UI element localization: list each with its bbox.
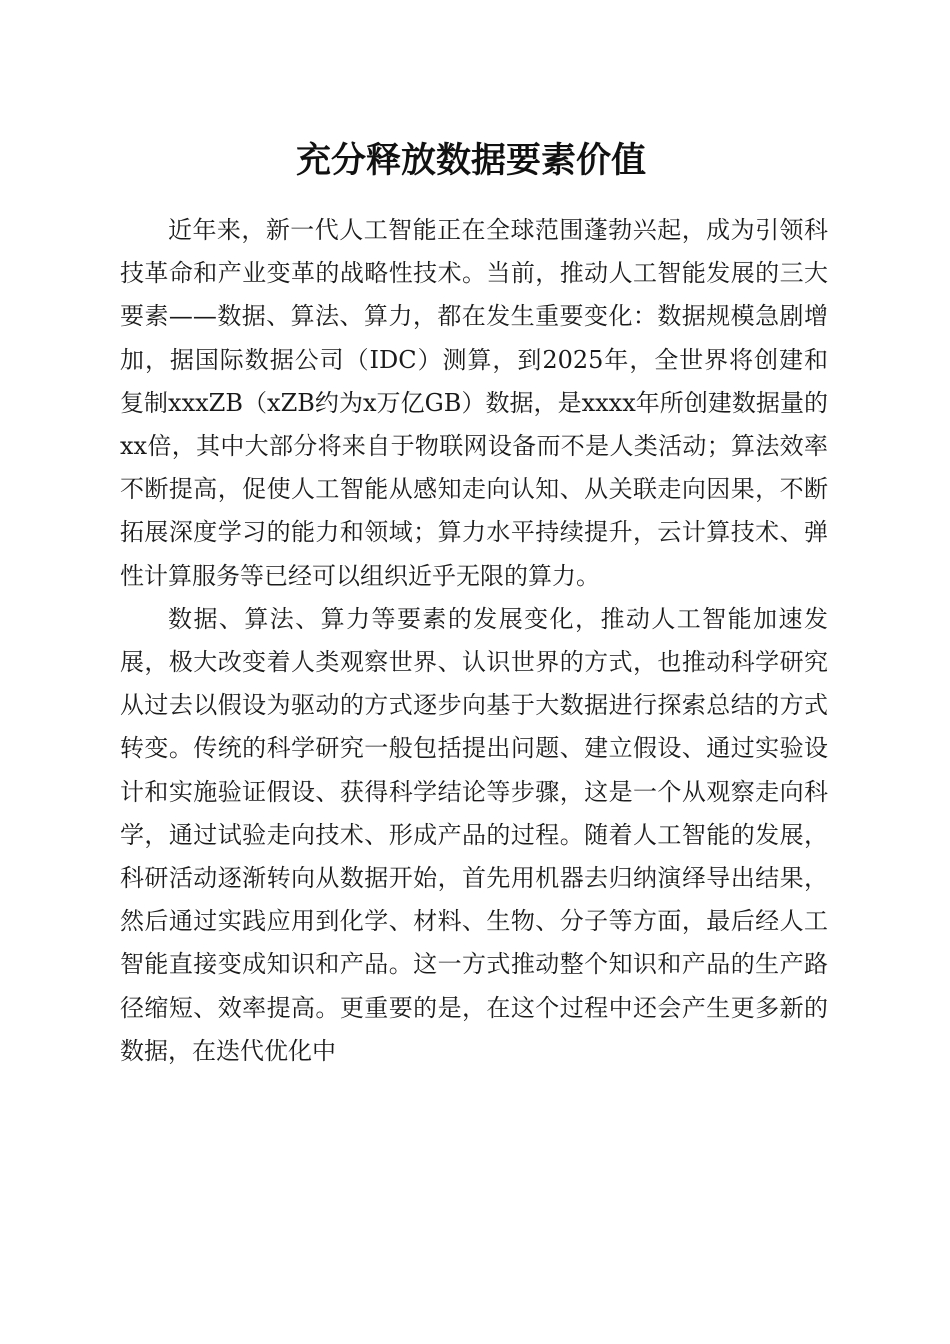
paragraph: 近年来，新一代人工智能正在全球范围蓬勃兴起，成为引领科技革命和产业变革的战略性技术。当前，推动人工智能发展的三大要素——数据、算法、算力，都在发生重要变化：数据规模急剧增加，据国际数据公司（IDC）测算，到2025年，全世界将创建和复制xxxZB（xZB约为x万亿GB）数据，是xxxx年所创建数据量的xx倍，其中大部分将来自于物联网设备而不是人类活动；算法效率不断提高，促使人工智能从感知走向认知、从关联走向因果，不断拓展深度学习的能力和领域；算力水平持续提升，云计算技术、弹性计算服务等已经可以组织近乎无限的算力。 bbox=[120, 216, 828, 590]
document-body bbox=[120, 209, 828, 1073]
document-title: 充分释放数据要素价值 bbox=[295, 140, 646, 181]
paragraph: 数据、算法、算力等要素的发展变化，推动人工智能加速发展，极大改变着人类观察世界、认识世界的方式，也推动科学研究从过去以假设为驱动的方式逐步向基于大数据进行探索总结的方式转变。传统的科学研究一般包括提出问题、建立假设、通过实验设计和实施验证假设、获得科学结论等步骤，这是一个从观察走向科学，通过试验走向技术、形成产品的过程。随着人工智能的发展，科研活动逐渐转向从数据开始，首先用机器去归纳演绎导出结果，然后通过实践应用到化学、材料、生物、分子等方面，最后经人工智能直接变成知识和产品。这一方式推动整个知识和产品的生产路径缩短、效率提高。更重要的是，在这个过程中还会产生更多新的数据，在迭代优化中 bbox=[120, 604, 828, 1065]
